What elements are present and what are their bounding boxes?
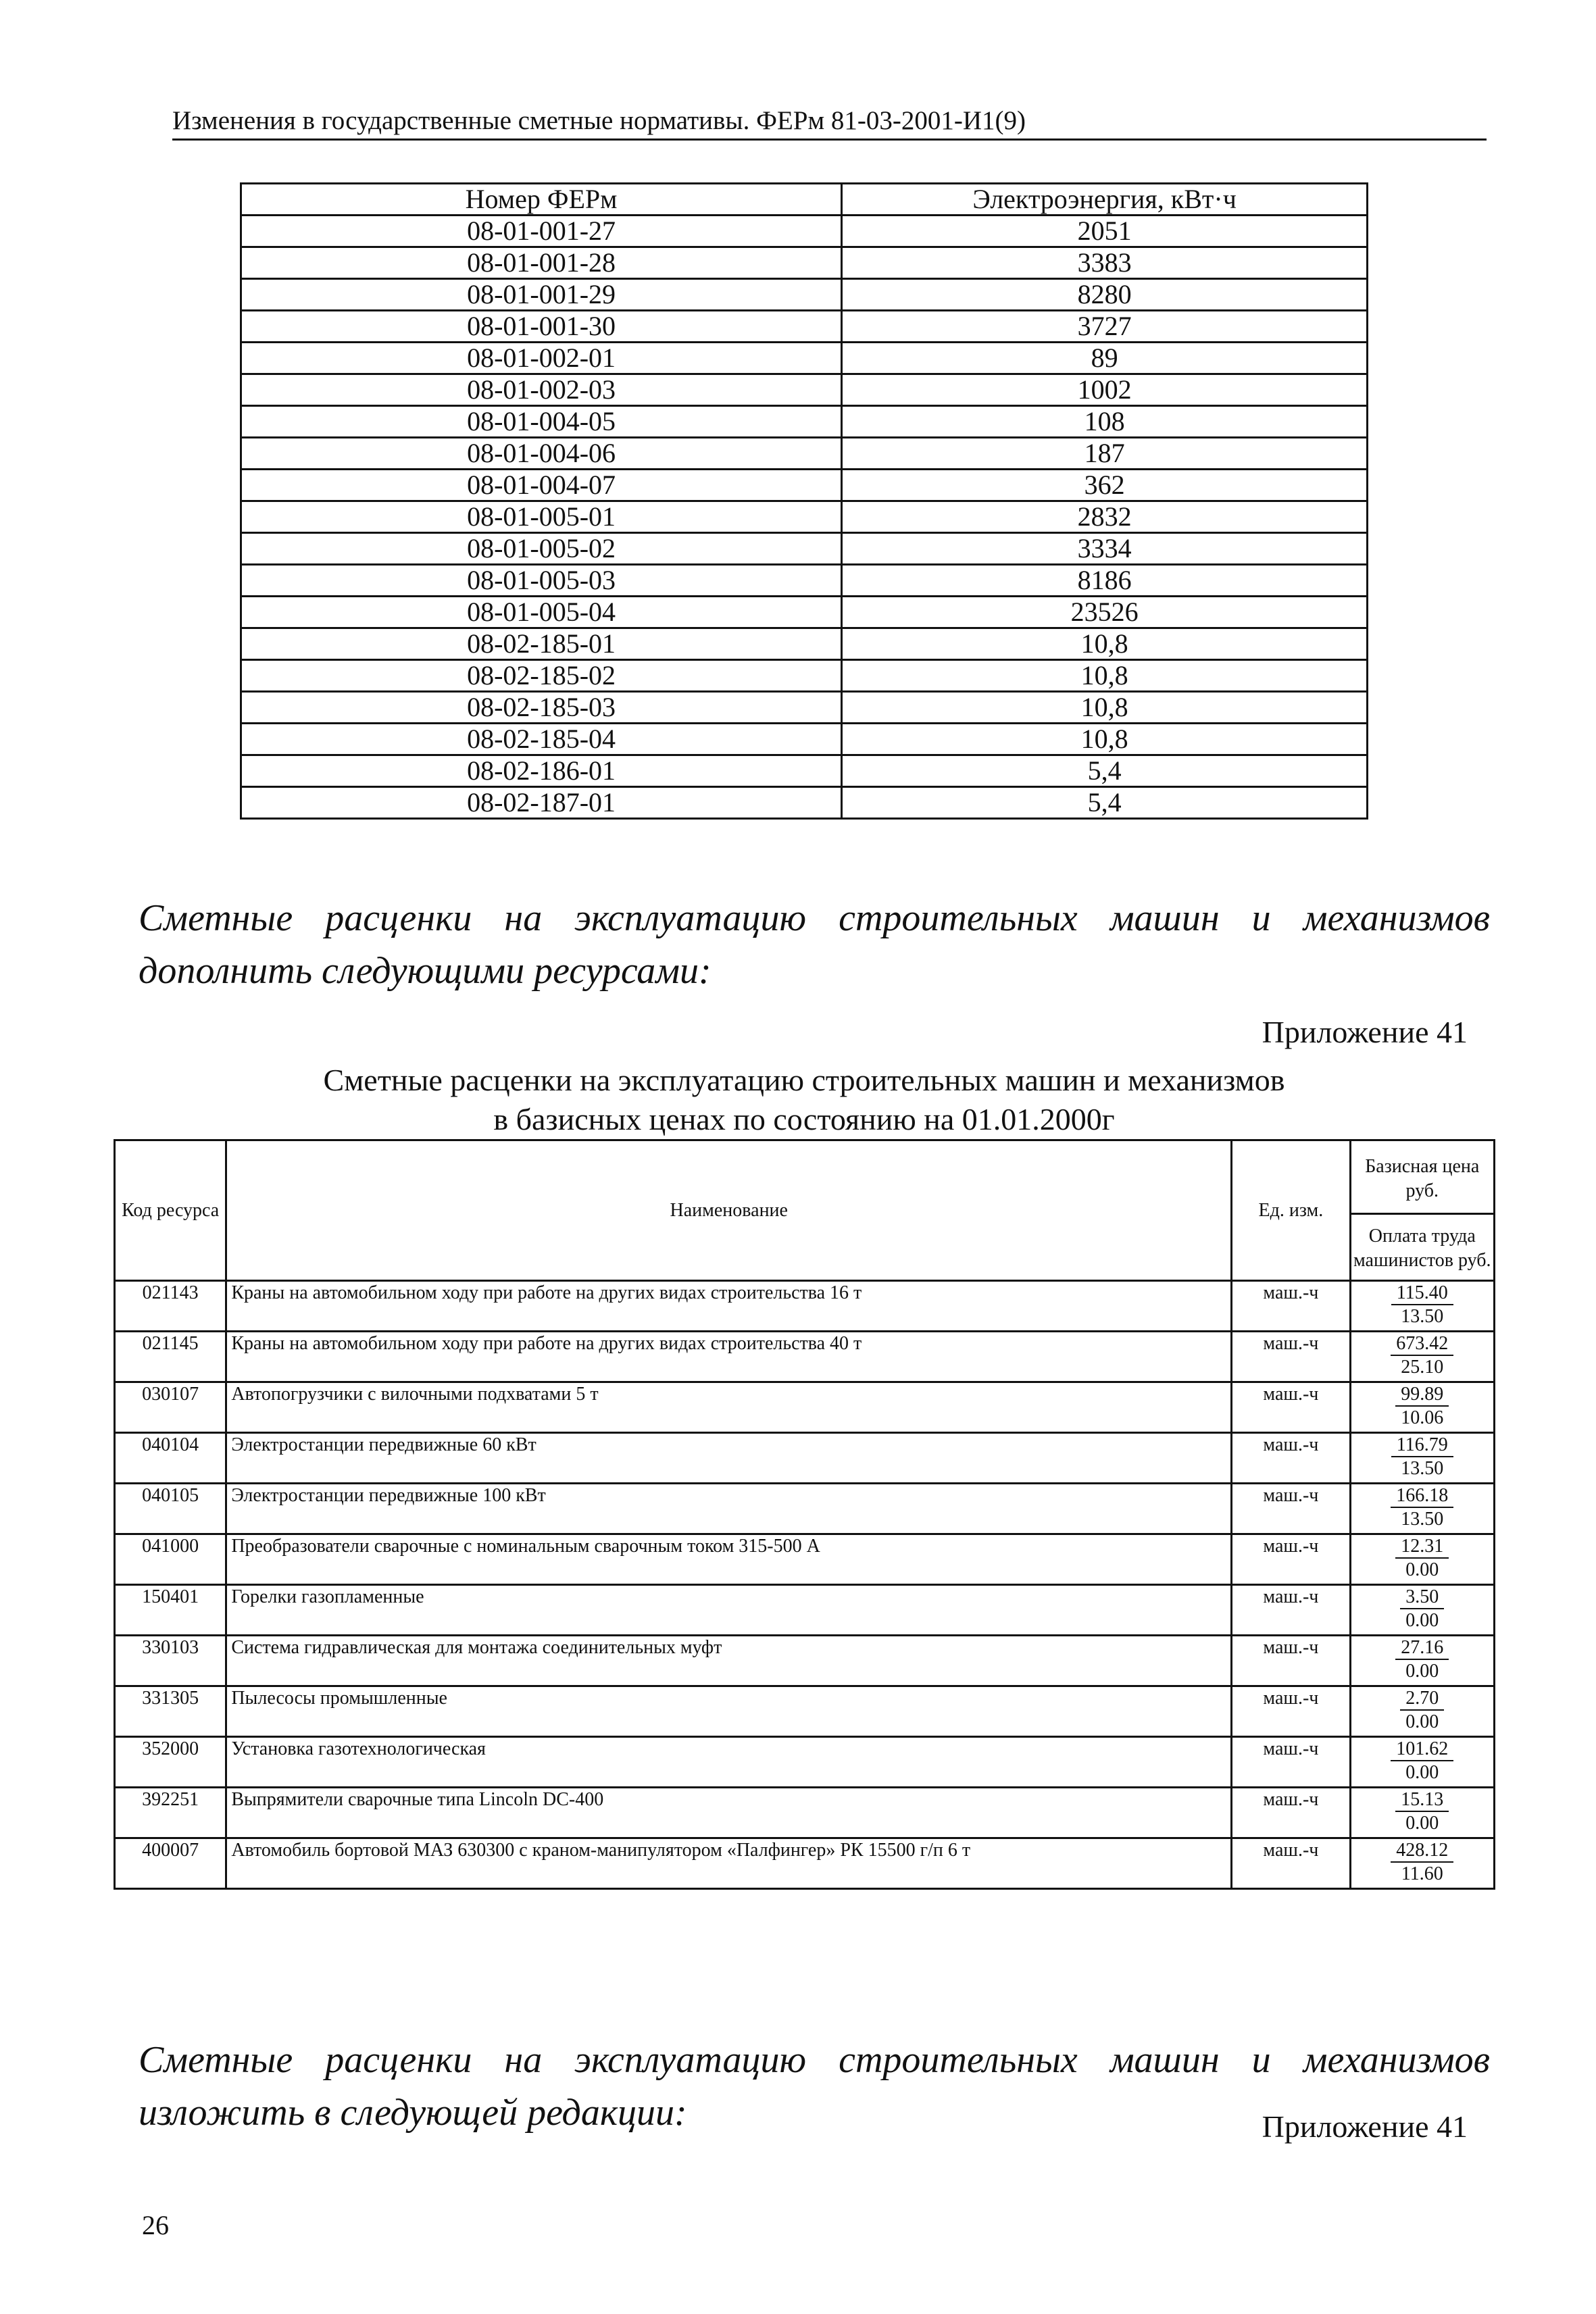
ferm-number-cell: 08-01-004-05 xyxy=(241,406,842,438)
resource-code-cell: 400007 xyxy=(115,1838,226,1889)
header-wage: Оплата труда машинистов руб. xyxy=(1353,1226,1491,1271)
ferm-number-cell: 08-02-187-01 xyxy=(241,787,842,819)
kwh-value-cell: 362 xyxy=(842,470,1368,501)
resource-table xyxy=(114,1139,1495,1890)
kwh-value-cell: 3727 xyxy=(842,311,1368,343)
resource-price-cell xyxy=(1350,1534,1494,1585)
resource-code-cell: 021145 xyxy=(115,1332,226,1382)
resource-table-row xyxy=(115,1484,1495,1534)
resource-code-cell: 041000 xyxy=(115,1534,226,1585)
ferm-number-cell: 08-01-001-29 xyxy=(241,279,842,311)
wage-value: 0.00 xyxy=(1405,1610,1439,1631)
resource-table-header xyxy=(115,1140,1495,1281)
resource-price-cell xyxy=(1350,1788,1494,1838)
resource-name-cell: Установка газотехнологическая xyxy=(226,1737,1232,1788)
wage-value: 11.60 xyxy=(1401,1863,1443,1884)
resource-name-cell: Выпрямители сварочные типа Lincoln DC-400 xyxy=(226,1788,1232,1838)
resource-code-cell: 040104 xyxy=(115,1433,226,1484)
instruction2-line-1: Сметные расценки на эксплуатацию строительных машин и механизмов xyxy=(139,2039,1490,2081)
resource-price-cell xyxy=(1350,1585,1494,1636)
ferm-number-cell: 08-01-005-03 xyxy=(241,565,842,597)
energy-table-row xyxy=(241,692,1368,724)
resource-name-cell: Краны на автомобильном ходу при работе на других видах строительства 40 т xyxy=(226,1332,1232,1382)
base-price-value: 166.18 xyxy=(1391,1485,1453,1508)
base-price-value: 116.79 xyxy=(1391,1434,1453,1457)
energy-table-row xyxy=(241,343,1368,374)
instruction-line-1: Сметные расценки на эксплуатацию строительных машин и механизмов xyxy=(139,897,1490,939)
kwh-value-cell: 1002 xyxy=(842,374,1368,406)
resource-unit-cell: маш.-ч xyxy=(1232,1788,1350,1838)
resource-unit-cell: маш.-ч xyxy=(1232,1686,1350,1737)
ferm-number-cell: 08-02-185-04 xyxy=(241,724,842,755)
resource-code-cell: 040105 xyxy=(115,1484,226,1534)
header-unit: Ед. изм. xyxy=(1232,1140,1350,1281)
kwh-value-cell: 3383 xyxy=(842,247,1368,279)
energy-table-row xyxy=(241,724,1368,755)
ferm-number-cell: 08-01-005-01 xyxy=(241,501,842,533)
energy-table-row xyxy=(241,533,1368,565)
energy-header-kwh: Электроэнергия, кВт·ч xyxy=(842,184,1368,216)
resource-name-cell: Электростанции передвижные 100 кВт xyxy=(226,1484,1232,1534)
resource-code-cell: 331305 xyxy=(115,1686,226,1737)
base-price-value: 101.62 xyxy=(1391,1738,1453,1761)
resource-unit-cell: маш.-ч xyxy=(1232,1838,1350,1889)
resource-table-row xyxy=(115,1585,1495,1636)
wage-value: 0.00 xyxy=(1405,1661,1439,1682)
kwh-value-cell: 3334 xyxy=(842,533,1368,565)
kwh-value-cell: 5,4 xyxy=(842,755,1368,787)
resource-name-cell: Краны на автомобильном ходу при работе на других видах строительства 16 т xyxy=(226,1281,1232,1332)
energy-table-row xyxy=(241,470,1368,501)
energy-table-row xyxy=(241,565,1368,597)
energy-header-number: Номер ФЕРм xyxy=(241,184,842,216)
header-name: Наименование xyxy=(226,1140,1232,1281)
ferm-number-cell: 08-01-002-03 xyxy=(241,374,842,406)
ferm-number-cell: 08-02-186-01 xyxy=(241,755,842,787)
instruction-line-2: дополнить следующими ресурсами: xyxy=(139,950,712,992)
base-price-value: 15.13 xyxy=(1395,1789,1449,1812)
resource-price-cell xyxy=(1350,1433,1494,1484)
ferm-number-cell: 08-01-005-04 xyxy=(241,597,842,628)
resource-code-cell: 352000 xyxy=(115,1737,226,1788)
ferm-number-cell: 08-01-002-01 xyxy=(241,343,842,374)
ferm-number-cell: 08-02-185-01 xyxy=(241,628,842,660)
resource-code-cell: 021143 xyxy=(115,1281,226,1332)
ferm-number-cell: 08-01-001-27 xyxy=(241,216,842,247)
resource-unit-cell: маш.-ч xyxy=(1232,1534,1350,1585)
resource-unit-cell: маш.-ч xyxy=(1232,1433,1350,1484)
energy-table-row xyxy=(241,311,1368,343)
kwh-value-cell: 10,8 xyxy=(842,692,1368,724)
resource-name-cell: Преобразователи сварочные с номинальным сварочным током 315-500 А xyxy=(226,1534,1232,1585)
resource-price-cell xyxy=(1350,1686,1494,1737)
resource-unit-cell: маш.-ч xyxy=(1232,1636,1350,1686)
energy-table-row xyxy=(241,216,1368,247)
wage-value: 0.00 xyxy=(1405,1762,1439,1783)
page-header: Изменения в государственные сметные нормативы. ФЕРм 81-03-2001-И1(9) xyxy=(172,105,1487,141)
kwh-value-cell: 8186 xyxy=(842,565,1368,597)
resource-unit-cell: маш.-ч xyxy=(1232,1737,1350,1788)
kwh-value-cell: 10,8 xyxy=(842,724,1368,755)
resource-price-cell xyxy=(1350,1281,1494,1332)
base-price-value: 115.40 xyxy=(1391,1282,1453,1305)
resource-name-cell: Горелки газопламенные xyxy=(226,1585,1232,1636)
wage-value: 13.50 xyxy=(1401,1306,1444,1327)
base-price-value: 3.50 xyxy=(1400,1586,1444,1609)
ferm-number-cell: 08-01-004-06 xyxy=(241,438,842,470)
page-number: 26 xyxy=(142,2210,169,2240)
wage-value: 25.10 xyxy=(1401,1357,1444,1378)
resource-table-title xyxy=(115,1061,1493,1139)
wage-value: 13.50 xyxy=(1401,1509,1444,1530)
header-price xyxy=(1350,1140,1494,1281)
wage-value: 10.06 xyxy=(1401,1407,1444,1428)
energy-table-row xyxy=(241,628,1368,660)
resource-table-row xyxy=(115,1332,1495,1382)
resource-unit-cell: маш.-ч xyxy=(1232,1382,1350,1433)
base-price-value: 2.70 xyxy=(1400,1688,1444,1711)
wage-value: 13.50 xyxy=(1401,1458,1444,1479)
ferm-number-cell: 08-01-004-07 xyxy=(241,470,842,501)
resource-table-row xyxy=(115,1838,1495,1889)
ferm-number-cell: 08-01-001-30 xyxy=(241,311,842,343)
energy-table-row xyxy=(241,501,1368,533)
ferm-number-cell: 08-02-185-02 xyxy=(241,660,842,692)
energy-table-header xyxy=(241,184,1368,216)
resource-table-row xyxy=(115,1636,1495,1686)
energy-table xyxy=(240,182,1368,820)
kwh-value-cell: 187 xyxy=(842,438,1368,470)
appendix-label: Приложение 41 xyxy=(1262,1015,1468,1049)
wage-value: 0.00 xyxy=(1405,1813,1439,1834)
base-price-value: 12.31 xyxy=(1395,1536,1449,1559)
kwh-value-cell: 2051 xyxy=(842,216,1368,247)
resource-unit-cell: маш.-ч xyxy=(1232,1281,1350,1332)
resource-table-row xyxy=(115,1281,1495,1332)
resource-price-cell xyxy=(1350,1382,1494,1433)
header-code: Код ресурса xyxy=(115,1140,226,1281)
kwh-value-cell: 2832 xyxy=(842,501,1368,533)
resource-code-cell: 150401 xyxy=(115,1585,226,1636)
resource-unit-cell: маш.-ч xyxy=(1232,1332,1350,1382)
ferm-number-cell: 08-01-001-28 xyxy=(241,247,842,279)
energy-table-row xyxy=(241,279,1368,311)
kwh-value-cell: 8280 xyxy=(842,279,1368,311)
resource-title-line-1: Сметные расценки на эксплуатацию строительных машин и механизмов xyxy=(323,1063,1285,1097)
base-price-value: 99.89 xyxy=(1395,1384,1449,1407)
resource-table-row xyxy=(115,1433,1495,1484)
base-price-value: 673.42 xyxy=(1391,1333,1453,1356)
resource-code-cell: 392251 xyxy=(115,1788,226,1838)
resource-name-cell: Пылесосы промышленные xyxy=(226,1686,1232,1737)
kwh-value-cell: 10,8 xyxy=(842,660,1368,692)
energy-table-row xyxy=(241,597,1368,628)
resource-name-cell: Автомобиль бортовой МАЗ 630300 с краном-манипулятором «Палфингер» РК 15500 г/п 6 т xyxy=(226,1838,1232,1889)
kwh-value-cell: 23526 xyxy=(842,597,1368,628)
ferm-number-cell: 08-02-185-03 xyxy=(241,692,842,724)
resource-name-cell: Автопогрузчики с вилочными подхватами 5 т xyxy=(226,1382,1232,1433)
energy-table-row xyxy=(241,438,1368,470)
resource-title-line-2: в базисных ценах по состоянию на 01.01.2000г xyxy=(493,1102,1115,1136)
resource-price-cell xyxy=(1350,1484,1494,1534)
resource-price-cell xyxy=(1350,1636,1494,1686)
resource-table-row xyxy=(115,1788,1495,1838)
energy-table-row xyxy=(241,247,1368,279)
resource-unit-cell: маш.-ч xyxy=(1232,1585,1350,1636)
wage-value: 0.00 xyxy=(1405,1711,1439,1732)
resource-price-cell xyxy=(1350,1838,1494,1889)
ferm-number-cell: 08-01-005-02 xyxy=(241,533,842,565)
instruction2-line-2: изложить в следующей редакции: xyxy=(139,2092,687,2134)
resource-table-row xyxy=(115,1686,1495,1737)
resource-code-cell: 330103 xyxy=(115,1636,226,1686)
resource-price-cell xyxy=(1350,1737,1494,1788)
energy-table-row xyxy=(241,406,1368,438)
resource-price-cell xyxy=(1350,1332,1494,1382)
resource-unit-cell: маш.-ч xyxy=(1232,1484,1350,1534)
resource-table-row xyxy=(115,1737,1495,1788)
wage-value: 0.00 xyxy=(1405,1559,1439,1580)
kwh-value-cell: 5,4 xyxy=(842,787,1368,819)
instruction-add-resources xyxy=(139,892,1490,997)
kwh-value-cell: 108 xyxy=(842,406,1368,438)
base-price-value: 428.12 xyxy=(1391,1840,1453,1863)
base-price-value: 27.16 xyxy=(1395,1637,1449,1660)
energy-table-row xyxy=(241,374,1368,406)
energy-table-row xyxy=(241,787,1368,819)
resource-name-cell: Электростанции передвижные 60 кВт xyxy=(226,1433,1232,1484)
header-base-price: Базисная цена руб. xyxy=(1351,1141,1493,1215)
appendix-label-2: Приложение 41 xyxy=(1262,2109,1468,2144)
resource-code-cell: 030107 xyxy=(115,1382,226,1433)
resource-table-row xyxy=(115,1382,1495,1433)
kwh-value-cell: 10,8 xyxy=(842,628,1368,660)
kwh-value-cell: 89 xyxy=(842,343,1368,374)
resource-table-row xyxy=(115,1534,1495,1585)
energy-table-row xyxy=(241,660,1368,692)
energy-table-row xyxy=(241,755,1368,787)
resource-name-cell: Система гидравлическая для монтажа соединительных муфт xyxy=(226,1636,1232,1686)
